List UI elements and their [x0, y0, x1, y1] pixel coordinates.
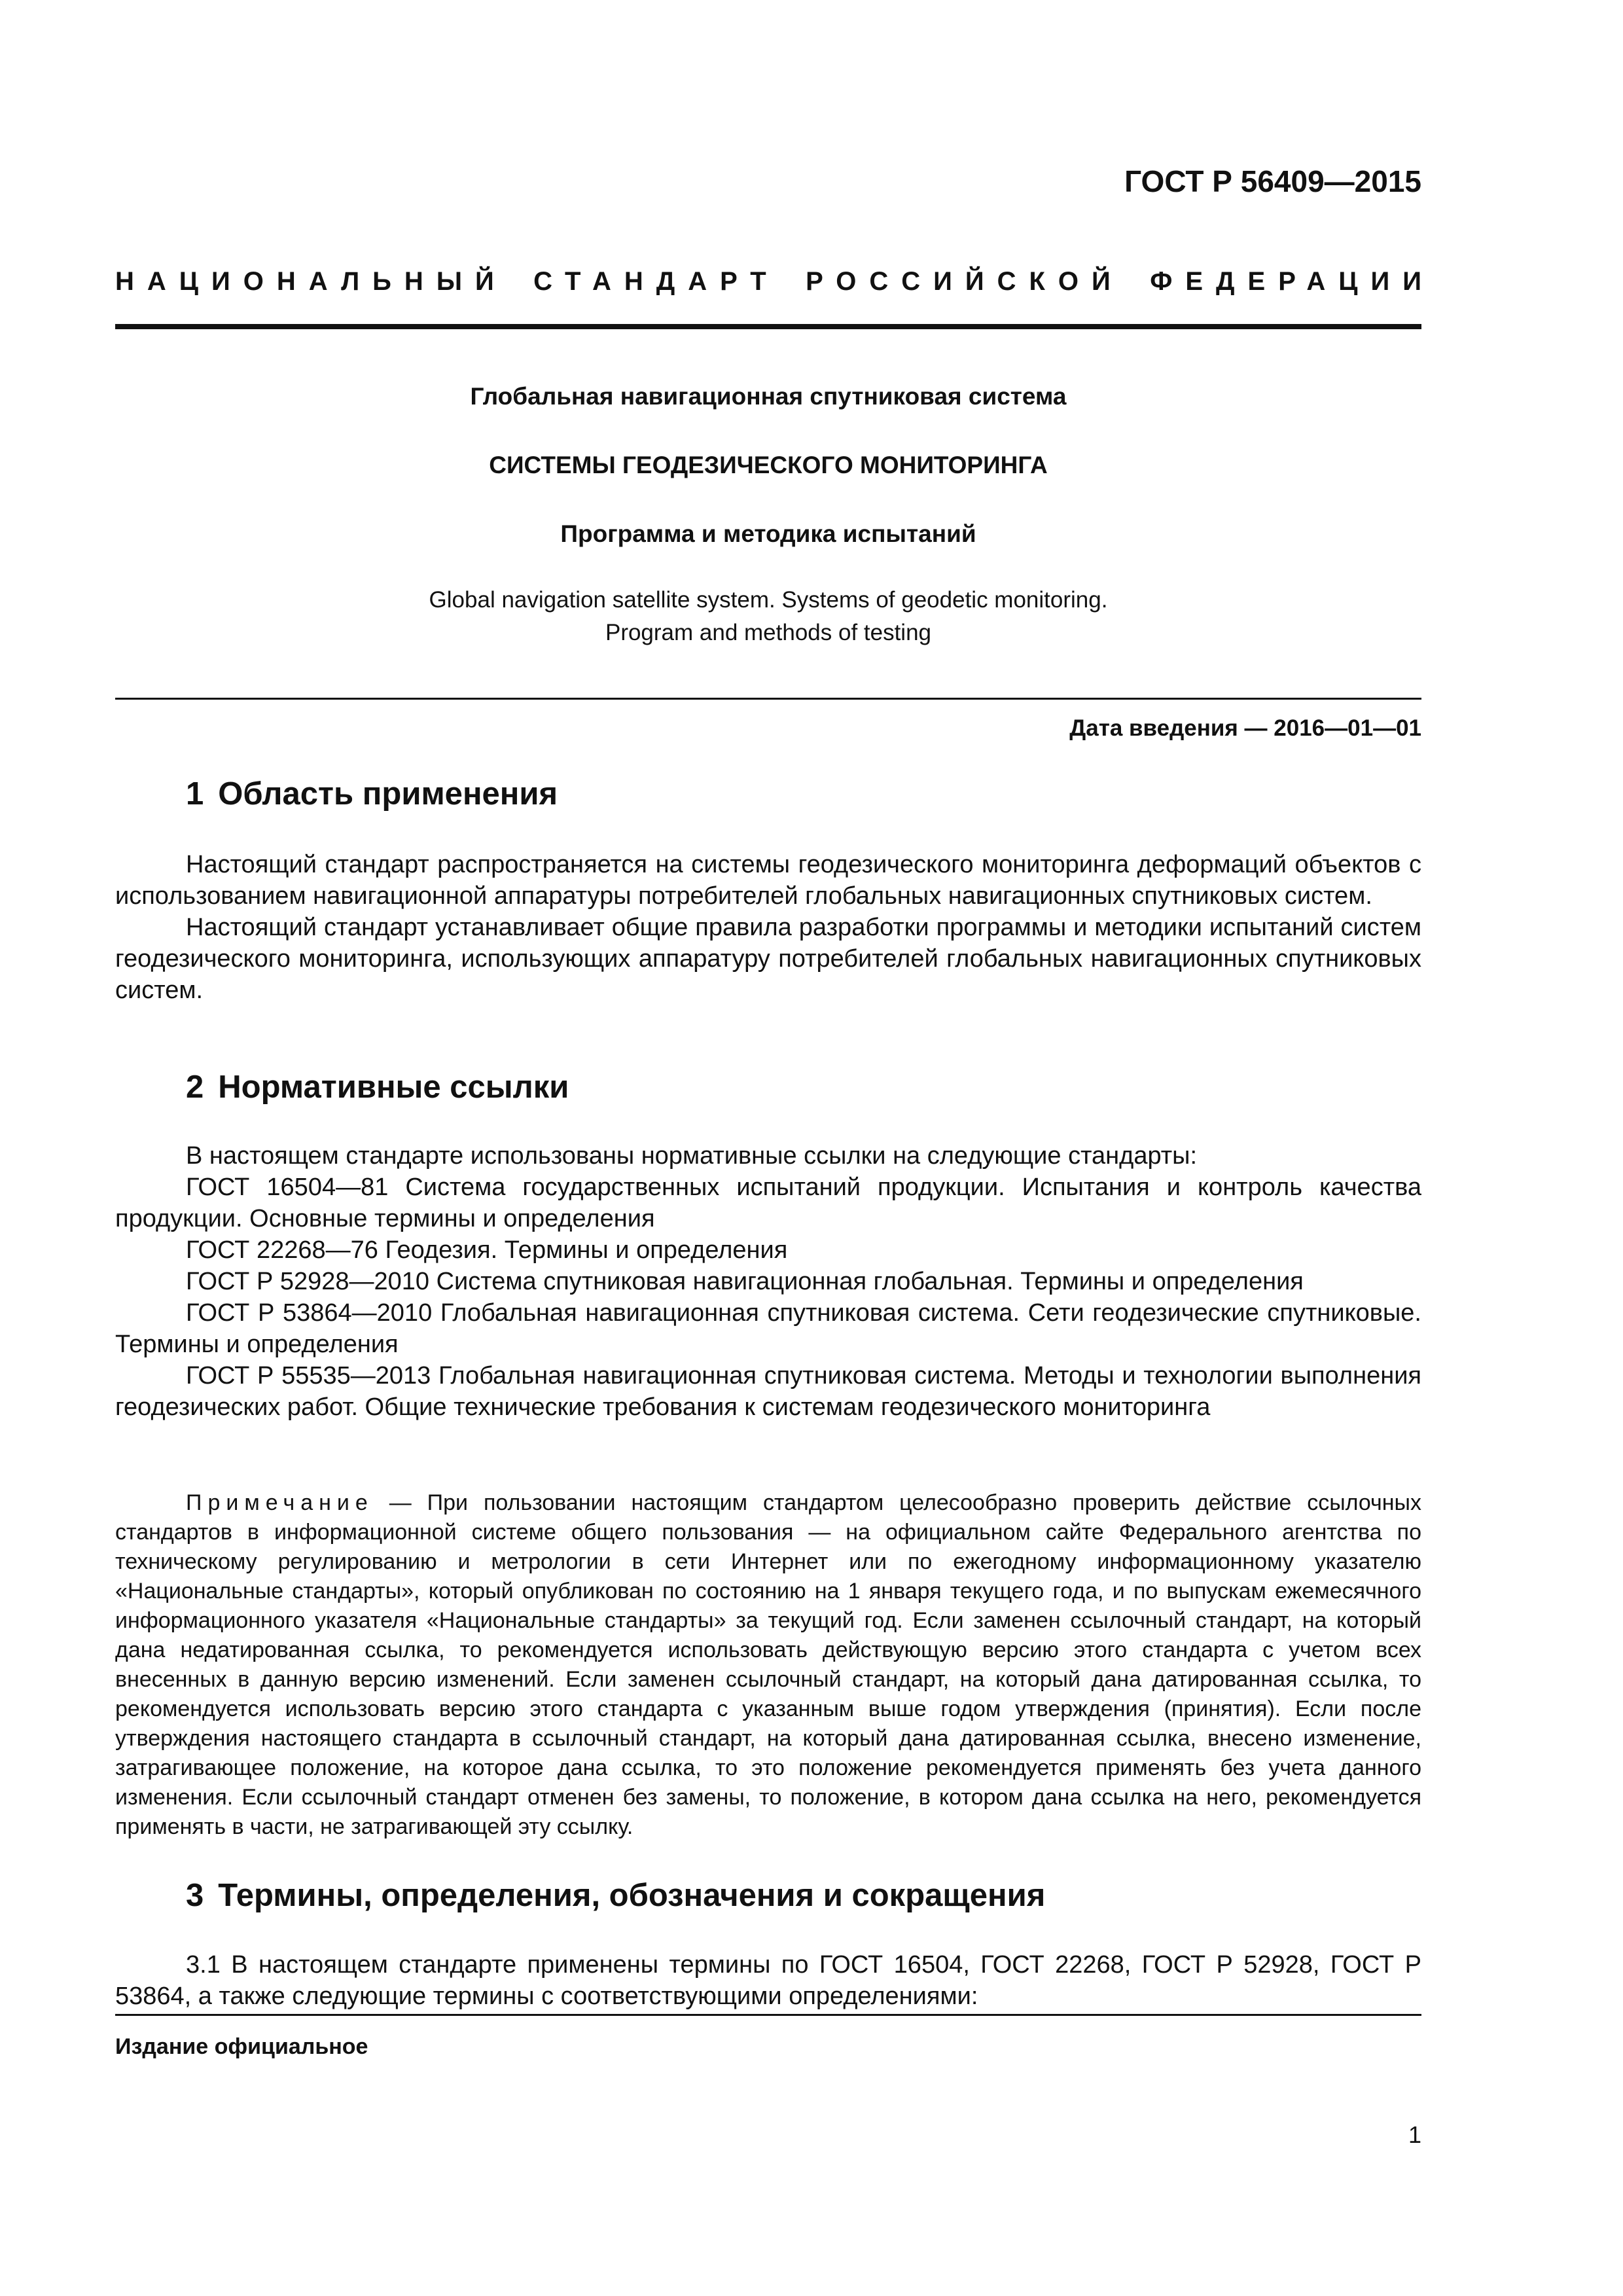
section-3-body [115, 1949, 1421, 2012]
title-line-2: СИСТЕМЫ ГЕОДЕЗИЧЕСКОГО МОНИТОРИНГА [489, 452, 1048, 478]
note-text: — При пользовании настоящим стандартом целесообразно проверить действие ссылочных стандартов в информационной системе общего пользования — на официальном сайте Федерального агентства по техническому регулированию и метрологии в сети Интернет или по ежегодному информационному указателю «Национальные стандарты», который опубликован по состоянию на 1 января текущего года, и по выпускам ежемесячного информационного указателя «Национальные стандарты» за текущий год. Если заменен ссылочный стандарт, на который дана недатированная ссылка, то рекомендуется использовать действующую версию этого стандарта с учетом всех внесенных в данную версию изменений. Если заменен ссылочный стандарт, на который дана датированная ссылка, то рекомендуется использовать версию этого стандарта с указанным выше годом утверждения (принятия). Если после утверждения настоящего стандарта в ссылочный стандарт, на который дана датированная ссылка, внесено изменение, затрагивающее положение, на которое дана ссылка, то это положение рекомендуется применять без учета данного изменения. Если ссылочный стандарт отменен без замены, то положение, в котором дана ссылка на него, рекомендуется применять в части, не затрагивающей эту ссылку. [115, 1490, 1421, 1839]
reference-item: ГОСТ Р 53864—2010 Глобальная навигационная спутниковая система. Сети геодезические спутниковые. Термины и определения [115, 1299, 1421, 1358]
intro-date: Дата введения — 2016—01—01 [1069, 715, 1421, 741]
footer-rule [115, 2014, 1421, 2016]
header-rule [115, 324, 1421, 329]
title-rule [115, 698, 1421, 700]
section-number: 1 [186, 776, 204, 812]
english-title-line-1: Global navigation satellite system. Systems of geodetic monitoring. [429, 587, 1108, 613]
note-paragraph [115, 1488, 1421, 1842]
banner-word: СТАНДАРТ [533, 267, 779, 296]
section-1-body [115, 849, 1421, 1006]
note-label: Примечание [186, 1490, 374, 1515]
section-number: 2 [186, 1069, 204, 1105]
banner-word: РОССИЙСКОЙ [806, 267, 1124, 296]
section-number: 3 [186, 1878, 204, 1913]
section-title: Нормативные ссылки [218, 1069, 569, 1105]
reference-item: ГОСТ 16504—81 Система государственных испытаний продукции. Испытания и контроль качества продукции. Основные термины и определения [115, 1174, 1421, 1232]
paragraph: 3.1 В настоящем стандарте применены термины по ГОСТ 16504, ГОСТ 22268, ГОСТ Р 52928, ГОСТ Р 53864, а также следующие термины с соответствующими определениями: [115, 1951, 1421, 2010]
banner-word: ФЕДЕРАЦИИ [1150, 267, 1435, 296]
official-edition-label: Издание официальное [115, 2034, 368, 2059]
section-heading-1 [186, 776, 558, 812]
reference-item: ГОСТ Р 55535—2013 Глобальная навигационная спутниковая система. Методы и технологии выполнения геодезических работ. Общие технические требования к системам геодезического мониторинга [115, 1362, 1421, 1421]
title-line-3: Программа и методика испытаний [560, 520, 976, 547]
paragraph: Настоящий стандарт устанавливает общие правила разработки программы и методики испытаний систем геодезического мониторинга, использующих аппаратуру потребителей глобальных навигационных спутниковых систем. [115, 914, 1421, 1004]
paragraph: В настоящем стандарте использованы нормативные ссылки на следующие стандарты: [186, 1142, 1198, 1170]
page-number: 1 [1408, 2121, 1421, 2148]
section-title: Область применения [218, 776, 558, 812]
note-block [115, 1488, 1421, 1842]
gost-number: ГОСТ Р 56409—2015 [1124, 164, 1421, 198]
english-title [115, 584, 1421, 649]
paragraph: Настоящий стандарт распространяется на системы геодезического мониторинга деформаций объектов с использованием навигационной аппаратуры потребителей глобальных навигационных спутниковых систем. [115, 851, 1421, 910]
section-heading-2 [186, 1069, 569, 1105]
section-2-body [115, 1140, 1421, 1423]
reference-item: ГОСТ Р 52928—2010 Система спутниковая навигационная глобальная. Термины и определения [186, 1268, 1304, 1295]
section-heading-3 [186, 1877, 1045, 1914]
national-standard-banner [115, 267, 1435, 296]
section-title: Термины, определения, обозначения и сокращения [218, 1878, 1046, 1913]
title-line-1: Глобальная навигационная спутниковая система [470, 383, 1067, 410]
reference-item: ГОСТ 22268—76 Геодезия. Термины и определения [186, 1236, 788, 1264]
banner-word: НАЦИОНАЛЬНЫЙ [115, 267, 507, 296]
english-title-line-2: Program and methods of testing [605, 620, 932, 645]
